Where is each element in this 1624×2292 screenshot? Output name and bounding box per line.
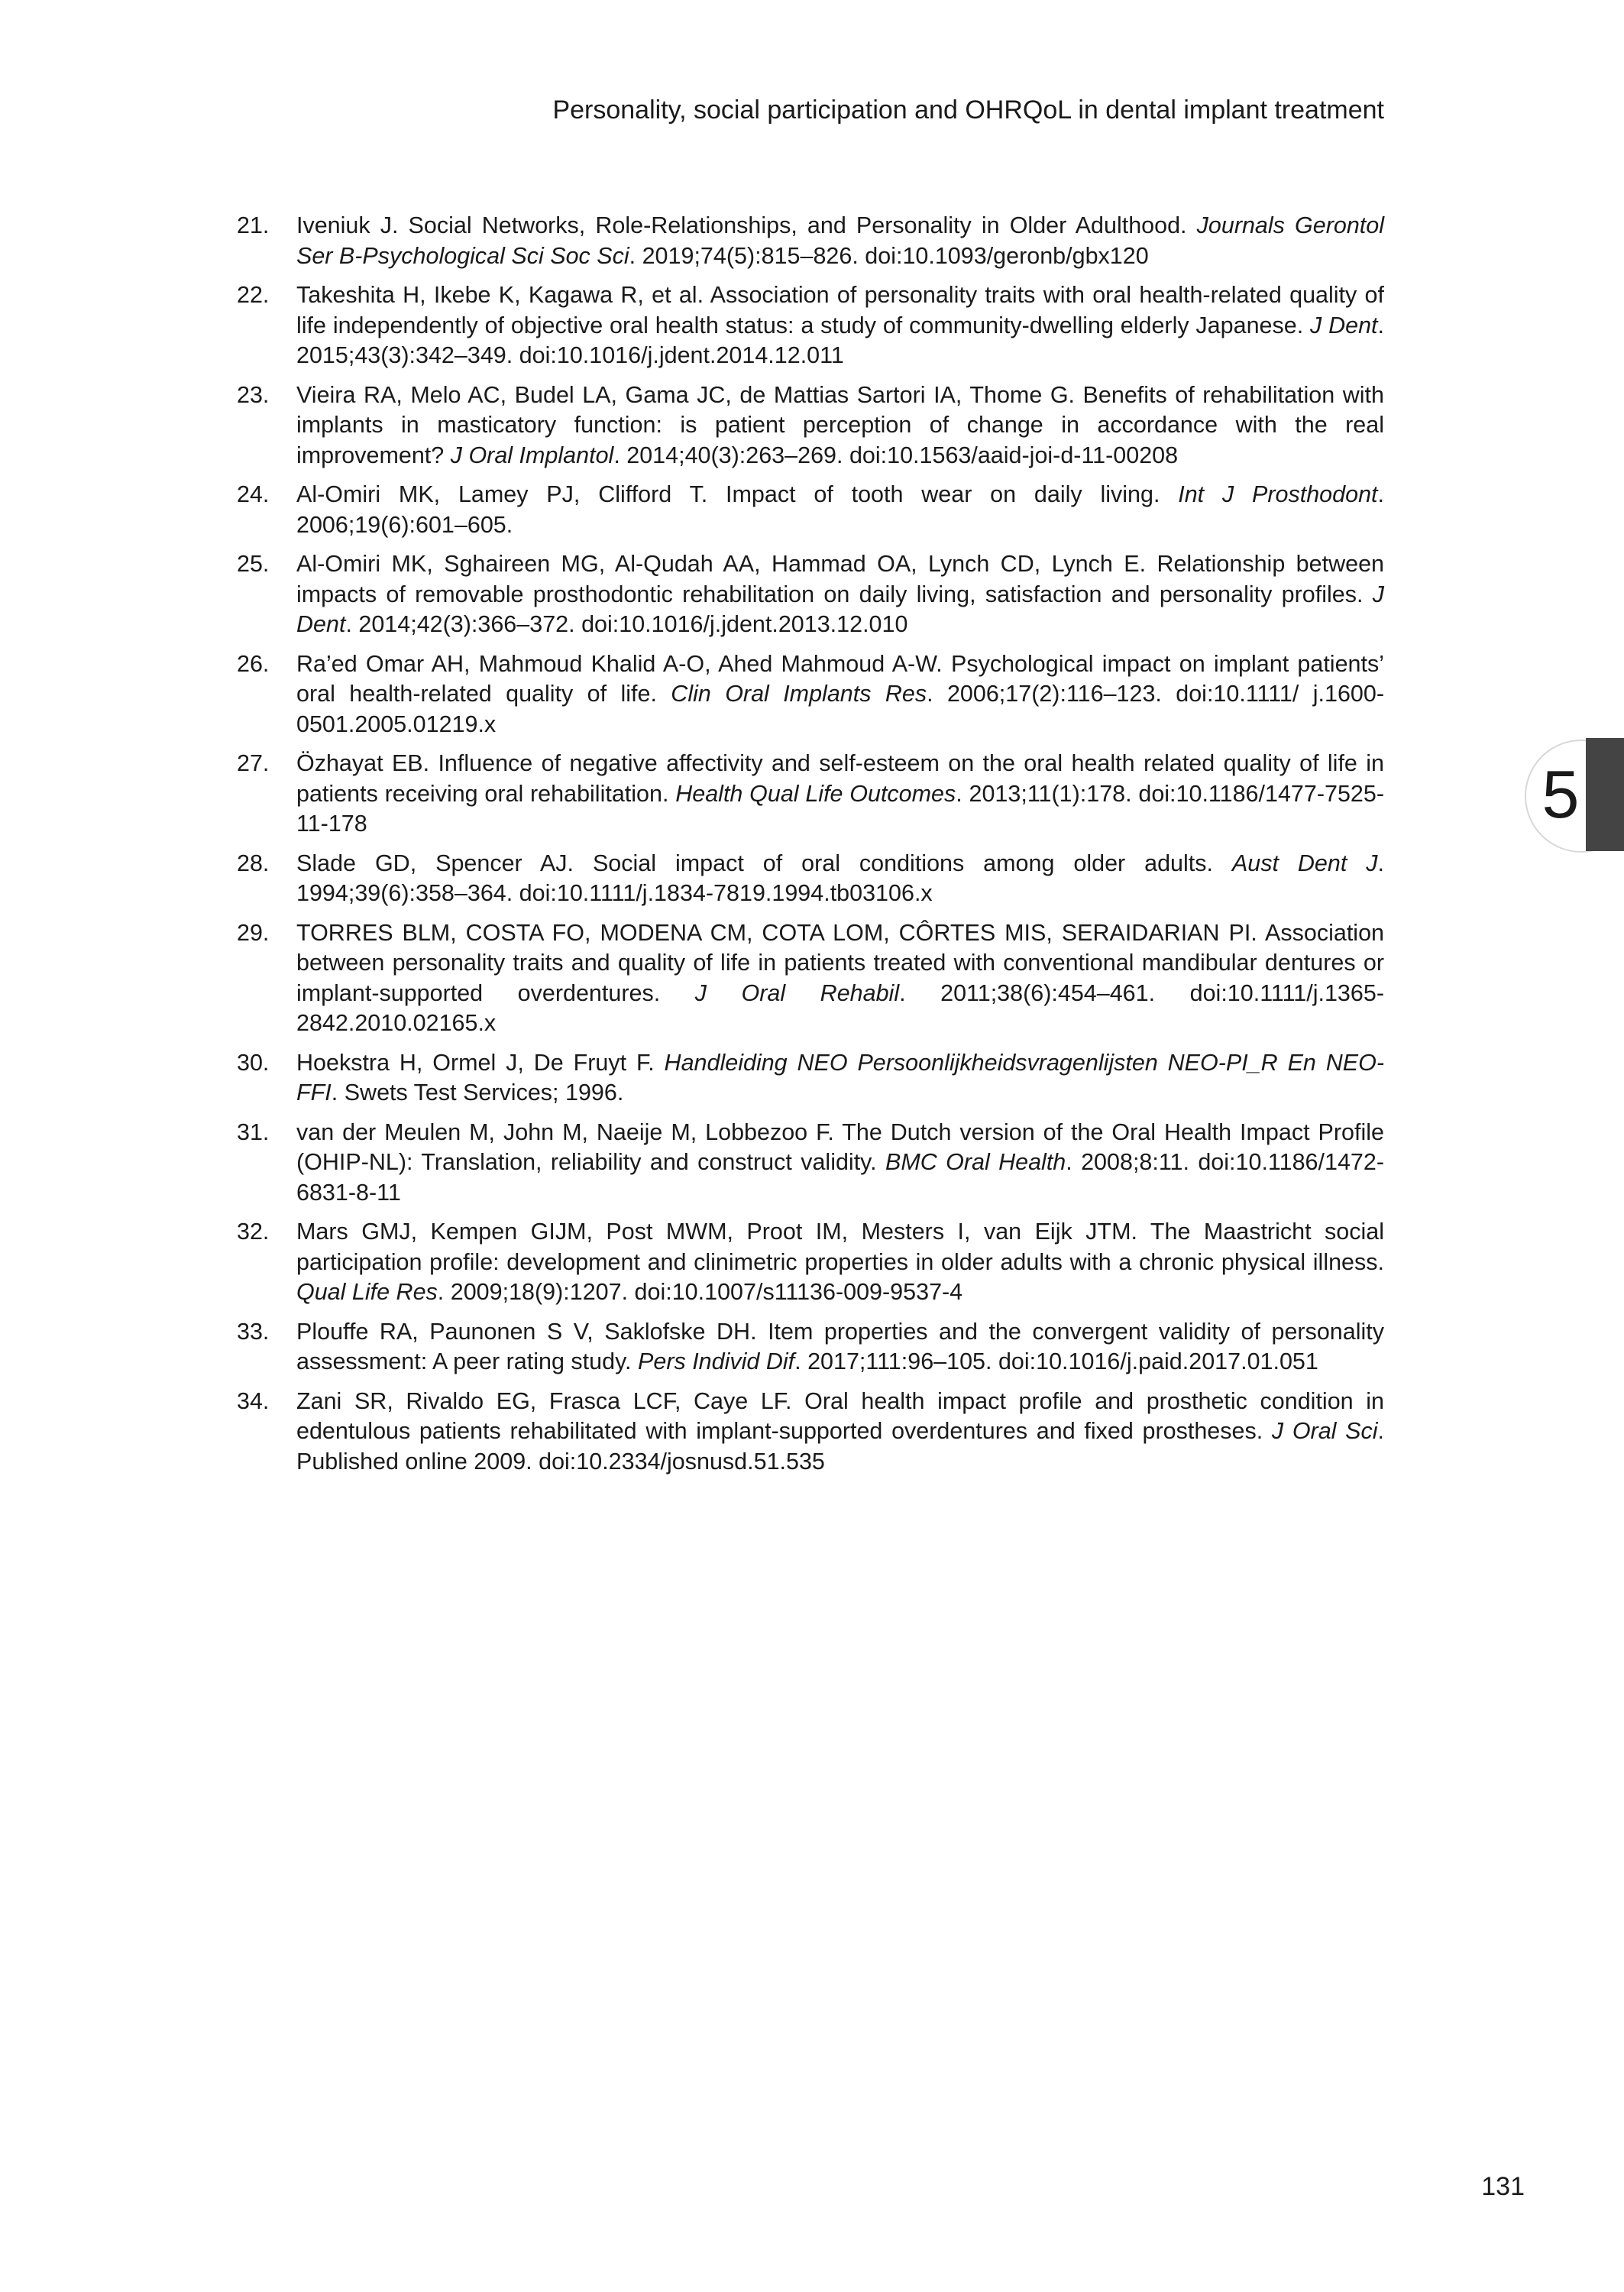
reference-text: Slade GD, Spencer AJ. Social impact of oral conditions among older adults.	[296, 850, 1232, 876]
reference-item	[237, 1118, 1384, 1209]
reference-details: . 1994;39(6):358–364. doi:10.1111/j.1834-7819.1994.tb03106.x	[296, 850, 1384, 906]
reference-number: 26.	[237, 650, 270, 677]
page-number: 131	[1481, 2172, 1525, 2201]
reference-journal: Aust Dent J	[1231, 850, 1378, 876]
reference-journal: Health Qual Life Outcomes	[675, 780, 956, 807]
reference-journal: BMC Oral Health	[885, 1149, 1066, 1175]
reference-text: TORRES BLM, COSTA FO, MODENA CM, COTA LOM, CÔRTES MIS, SERAIDARIAN PI. Association between personality traits and quality of life in patients treated with conventional mandibular dentures or implant-supported overdentures.	[296, 919, 1384, 1006]
reference-item	[237, 749, 1384, 840]
reference-text: Takeshita H, Ikebe K, Kagawa R, et al. Association of personality traits with oral health-related quality of life independently of objective oral health status: a study of community-dwelling elderly Japanese.	[296, 282, 1384, 338]
reference-text: Hoekstra H, Ormel J, De Fruyt F.	[296, 1049, 665, 1076]
reference-details: . 2013;11(1):178. doi:10.1186/1477-7525-11-178	[296, 780, 1385, 837]
reference-details: . 2008;8:11. doi:10.1186/1472-6831-8-11	[296, 1149, 1384, 1206]
chapter-tab	[1586, 738, 1624, 851]
reference-number: 25.	[237, 551, 270, 577]
reference-text: Al-Omiri MK, Lamey PJ, Clifford T. Impact of tooth wear on daily living.	[296, 481, 1179, 507]
reference-journal: J Dent	[296, 581, 1384, 637]
reference-number: 31.	[237, 1118, 270, 1145]
reference-number: 21.	[237, 212, 270, 238]
reference-details: . Swets Test Services; 1996.	[331, 1080, 624, 1106]
reference-text: Özhayat EB. Influence of negative affectivity and self-esteem on the oral health related quality of life in patients receiving oral rehabilitation.	[296, 750, 1384, 807]
reference-item	[237, 1387, 1384, 1478]
reference-text: Al-Omiri MK, Sghaireen MG, Al-Qudah AA, Hammad OA, Lynch CD, Lynch E. Relationship between impacts of removable prosthodontic rehabilitation on daily living, satisfaction and personality profiles.	[296, 551, 1384, 607]
reference-item	[237, 1317, 1384, 1377]
reference-number: 34.	[237, 1387, 270, 1414]
reference-item	[237, 211, 1384, 271]
reference-item	[237, 280, 1384, 371]
reference-number: 27.	[237, 750, 270, 776]
reference-item	[237, 1217, 1384, 1308]
reference-details: . 2006;19(6):601–605.	[296, 481, 1384, 538]
reference-list	[237, 211, 1384, 1486]
reference-text: Ra’ed Omar AH, Mahmoud Khalid A-O, Ahed Mahmoud A-W. Psychological impact on implant patients’ oral health-related quality of life.	[296, 650, 1384, 707]
reference-text: Mars GMJ, Kempen GIJM, Post MWM, Proot IM, Mesters I, van Eijk JTM. The Maastricht social participation profile: development and clinimetric properties in older adults with a chronic physical illness.	[296, 1219, 1384, 1275]
reference-item	[237, 1048, 1384, 1109]
chapter-number: 5	[1542, 756, 1580, 832]
reference-journal: J Dent	[1310, 312, 1378, 338]
reference-details: . 2009;18(9):1207. doi:10.1007/s11136-009-9537-4	[437, 1279, 963, 1305]
reference-journal: Clin Oral Implants Res	[671, 681, 927, 707]
reference-details: . 2017;111:96–105. doi:10.1016/j.paid.2017.01.051	[794, 1348, 1318, 1374]
reference-number: 28.	[237, 850, 270, 876]
reference-journal: Journals Gerontol Ser B-Psychological Sci Soc Sci	[296, 212, 1384, 269]
reference-details: . 2011;38(6):454–461. doi:10.1111/j.1365-2842.2010.02165.x	[296, 979, 1384, 1036]
reference-number: 23.	[237, 381, 270, 408]
reference-item	[237, 918, 1384, 1039]
reference-text: Vieira RA, Melo AC, Budel LA, Gama JC, de Mattias Sartori IA, Thome G. Benefits of rehabilitation with implants in masticatory function: is patient perception of change in accordance with the real improvement?	[296, 381, 1384, 468]
reference-details: . 2006;17(2):116–123. doi:10.1111/ j.1600-0501.2005.01219.x	[296, 681, 1384, 737]
reference-number: 24.	[237, 481, 270, 507]
reference-journal: J Oral Implantol	[450, 442, 614, 468]
reference-details: . Published online 2009. doi:10.2334/josnusd.51.535	[296, 1418, 1384, 1475]
reference-text: Iveniuk J. Social Networks, Role-Relationships, and Personality in Older Adulthood.	[296, 212, 1197, 238]
reference-details: . 2014;42(3):366–372. doi:10.1016/j.jdent.2013.12.010	[345, 611, 908, 637]
running-header: Personality, social participation and OHRQoL in dental implant treatment	[552, 96, 1384, 125]
reference-details: . 2015;43(3):342–349. doi:10.1016/j.jdent.2014.12.011	[296, 312, 1385, 368]
reference-journal: Int J Prosthodont	[1178, 481, 1378, 507]
reference-journal: Handleiding NEO Persoonlijkheidsvragenlijsten NEO-PI_R En NEO-FFI	[296, 1049, 1384, 1106]
reference-text: van der Meulen M, John M, Naeije M, Lobbezoo F. The Dutch version of the Oral Health Impact Profile (OHIP-NL): Translation, reliability and construct validity.	[296, 1118, 1384, 1175]
reference-item	[237, 480, 1384, 540]
reference-text: Plouffe RA, Paunonen S V, Saklofske DH. Item properties and the convergent validity of personality assessment: A peer rating study.	[296, 1318, 1384, 1374]
reference-number: 22.	[237, 282, 270, 308]
reference-number: 29.	[237, 919, 270, 946]
reference-journal: Qual Life Res	[296, 1279, 438, 1305]
reference-text: Zani SR, Rivaldo EG, Frasca LCF, Caye LF. Oral health impact profile and prosthetic condition in edentulous patients rehabilitated with implant-supported overdentures and fixed prostheses.	[296, 1387, 1384, 1444]
reference-item	[237, 549, 1384, 640]
reference-item	[237, 380, 1384, 471]
reference-item	[237, 849, 1384, 909]
reference-journal: J Oral Rehabil	[694, 979, 900, 1006]
reference-journal: Pers Individ Dif	[638, 1348, 795, 1374]
reference-details: . 2014;40(3):263–269. doi:10.1563/aaid-joi-d-11-00208	[613, 442, 1179, 468]
reference-item	[237, 649, 1384, 740]
reference-number: 33.	[237, 1318, 270, 1345]
reference-details: . 2019;74(5):815–826. doi:10.1093/geronb/gbx120	[629, 242, 1149, 269]
reference-number: 32.	[237, 1219, 270, 1245]
reference-number: 30.	[237, 1049, 270, 1076]
reference-journal: J Oral Sci	[1271, 1418, 1378, 1444]
